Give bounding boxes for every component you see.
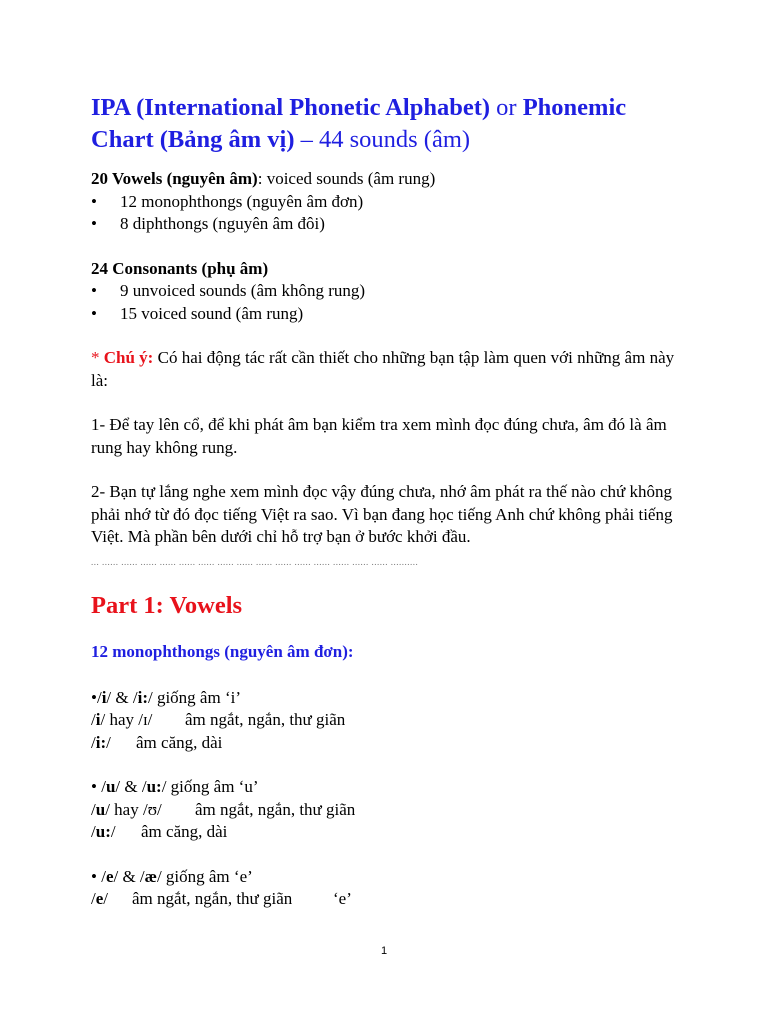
phoneme-description: âm ngắt, ngắn, thư giãn	[195, 799, 356, 819]
phoneme-notation	[91, 732, 136, 755]
text-fragment: •/	[91, 687, 102, 707]
bullet-marker: •	[91, 303, 97, 323]
text-fragment: / & /	[115, 777, 147, 796]
text-fragment: /	[91, 732, 96, 752]
title-phonemic-chart: Phonemic Chart (Bảng âm vị)	[91, 94, 627, 153]
text-fragment: / giống âm ‘u’	[161, 777, 259, 796]
monophthongs-heading: 12 monophthongs (nguyên âm đơn):	[91, 641, 354, 661]
title-or: or	[490, 94, 523, 121]
tip-2: 2- Bạn tự lắng nghe xem mình đọc vậy đúng chưa, nhớ âm phát ra thế nào chứ không phải nhớ từ đó đọc tiếng Việt ra sao. Vì bạn đang học tiếng Anh chứ không phải tiếng Việt. Mà phần bên dưới chỉ hỗ trợ bạn ở bước khởi đầu.	[91, 482, 673, 546]
text-fragment: / hay /ɪ/	[100, 710, 153, 729]
phoneme-symbol: u	[105, 777, 116, 796]
text-fragment: / & /	[106, 687, 138, 707]
text-fragment: / giống âm ‘i’	[147, 687, 241, 707]
text-fragment: /	[91, 889, 96, 908]
list-item	[91, 303, 691, 326]
phoneme-symbol: i	[95, 710, 101, 729]
phoneme-symbol: i	[101, 687, 107, 707]
list-item-text: 12 monophthongs (nguyên âm đơn)	[120, 191, 364, 211]
text-fragment: /	[91, 822, 96, 841]
list-item-text: 8 diphthongs (nguyên âm đôi)	[120, 214, 325, 233]
phoneme-row	[91, 799, 691, 822]
note-paragraph	[91, 347, 691, 392]
spacer	[91, 844, 691, 866]
spacer	[91, 754, 691, 776]
spacer	[91, 459, 691, 481]
phoneme-symbol: æ	[144, 866, 157, 886]
vowels-heading: 20 Vowels (nguyên âm)	[91, 169, 258, 188]
phoneme-row	[91, 888, 691, 911]
phoneme-symbol: e	[95, 889, 104, 908]
phoneme-symbol: u	[95, 799, 106, 819]
vowel-group-heading	[91, 776, 691, 799]
phoneme-row	[91, 732, 691, 755]
phoneme-description: âm căng, dài	[141, 822, 228, 841]
phoneme-row	[91, 821, 691, 844]
spacer	[91, 392, 691, 414]
phoneme-symbol: u:	[95, 822, 111, 841]
page-title	[91, 92, 691, 156]
page-number: 1	[380, 945, 388, 957]
consonants-heading: 24 Consonants (phụ âm)	[91, 258, 269, 278]
spacer	[91, 325, 691, 347]
bullet-marker: •	[91, 191, 97, 211]
document-page	[91, 92, 691, 911]
spacer	[91, 236, 691, 258]
phoneme-notation	[91, 799, 195, 822]
list-item	[91, 280, 691, 303]
bullet-marker: •	[91, 214, 97, 233]
vowel-group-heading	[91, 687, 691, 710]
phoneme-example: ‘e’	[333, 889, 352, 908]
text-fragment: / & /	[113, 866, 145, 886]
phoneme-symbol: e	[105, 866, 114, 886]
vowel-group-heading	[91, 866, 691, 889]
text-fragment: /	[110, 822, 116, 841]
text-fragment: /	[103, 889, 109, 908]
phoneme-description: âm ngắt, ngắn, thư giãn	[185, 710, 346, 729]
phoneme-notation	[91, 709, 185, 732]
list-item	[91, 191, 691, 214]
note-text: Có hai động tác rất cần thiết cho những bạn tập làm quen với những âm này là:	[91, 348, 675, 390]
list-item-text: 15 voiced sound (âm rung)	[120, 303, 304, 323]
text-fragment: • /	[91, 866, 106, 886]
vowels-summary-line	[91, 168, 691, 191]
phoneme-notation	[91, 821, 141, 844]
dotted-separator: ... ...... ...... ...... ...... ...... ...... ...... ...... ...... ...... ...... ...... ...... ...... ...... ..........	[91, 556, 419, 567]
note-star: *	[91, 348, 104, 367]
phoneme-description: âm ngắt, ngắn, thư giãn	[132, 889, 293, 908]
text-fragment: • /	[91, 777, 106, 796]
part-1-heading: Part 1: Vowels	[91, 591, 243, 619]
phoneme-row	[91, 709, 691, 732]
list-item	[91, 213, 691, 236]
phoneme-description: âm căng, dài	[136, 732, 223, 752]
phoneme-symbol: i:	[95, 732, 107, 752]
text-fragment: / hay /ʊ/	[105, 799, 162, 819]
list-item-text: 9 unvoiced sounds (âm không rung)	[120, 281, 366, 300]
title-ipa: IPA (International Phonetic Alphabet)	[91, 94, 491, 121]
text-fragment: /	[91, 710, 96, 729]
text-fragment: /	[91, 799, 96, 819]
title-sounds-count: – 44 sounds (âm)	[294, 126, 471, 153]
bullet-marker: •	[91, 281, 97, 300]
text-fragment: /	[106, 732, 111, 752]
phoneme-symbol: u:	[146, 777, 162, 796]
phoneme-notation	[91, 888, 132, 911]
note-label: Chú ý:	[103, 348, 154, 367]
text-fragment: / giống âm ‘e’	[156, 866, 253, 886]
phoneme-symbol: i:	[137, 687, 148, 707]
vowels-description: : voiced sounds (âm rung)	[257, 169, 436, 188]
tip-1: 1- Để tay lên cổ, để khi phát âm bạn kiểm tra xem mình đọc đúng chưa, âm đó là âm rung hay không rung.	[91, 415, 667, 457]
